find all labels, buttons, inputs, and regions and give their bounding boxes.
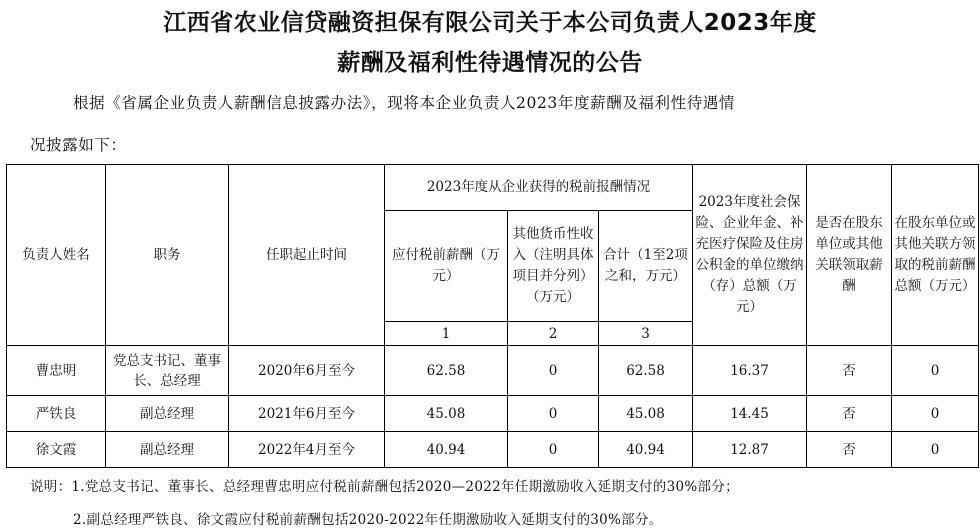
cell-other-income: 0 — [508, 432, 599, 468]
footnote-1: 说明：1.党总支书记、董事长、总经理曹忠明应付税前薪酬包括2020—2022年任期激励收入延期支付的30%部分； — [30, 479, 739, 495]
header-shareholder-paid: 是否在股东单位或其他关联领取薪酬 — [807, 165, 892, 346]
cell-name: 徐文霞 — [7, 432, 106, 468]
cell-total: 62.58 — [599, 346, 693, 396]
cell-term: 2022年4月至今 — [229, 432, 385, 468]
header-total: 合计（1至2项之和，万元） — [599, 211, 693, 322]
table-row — [7, 396, 979, 432]
announcement-title-line1: 江西省农业信贷融资担保有限公司关于本公司负责人2023年度 — [163, 10, 817, 36]
cell-total: 45.08 — [599, 396, 693, 432]
header-position: 职务 — [106, 165, 229, 346]
cell-insurance: 16.37 — [693, 346, 807, 396]
cell-name: 曹忠明 — [7, 346, 106, 396]
header-col-number: 2 — [508, 322, 599, 346]
cell-position: 副总经理 — [106, 432, 229, 468]
intro-paragraph-line2: 况披露如下： — [30, 136, 127, 154]
cell-name: 严铁良 — [7, 396, 106, 432]
cell-position: 副总经理 — [106, 396, 229, 432]
compensation-table — [6, 164, 979, 468]
cell-shareholder-paid: 否 — [807, 432, 892, 468]
header-salary: 应付税前薪酬（万元） — [385, 211, 508, 322]
cell-shareholder-amount: 0 — [892, 432, 979, 468]
header-col-number: 3 — [599, 322, 693, 346]
cell-salary: 45.08 — [385, 396, 508, 432]
header-name: 负责人姓名 — [7, 165, 106, 346]
cell-other-income: 0 — [508, 396, 599, 432]
cell-salary: 62.58 — [385, 346, 508, 396]
cell-salary: 40.94 — [385, 432, 508, 468]
cell-insurance: 14.45 — [693, 396, 807, 432]
cell-insurance: 12.87 — [693, 432, 807, 468]
table-row — [7, 346, 979, 396]
cell-shareholder-amount: 0 — [892, 396, 979, 432]
intro-paragraph-line1: 根据《省属企业负责人薪酬信息披露办法》，现将本企业负责人2023年度薪酬及福利性待遇情 — [73, 94, 735, 112]
footnote-2: 2.副总经理严铁良、徐文霞应付税前薪酬包括2020-2022年任期激励收入延期支付的30%部分。 — [73, 512, 663, 528]
cell-other-income: 0 — [508, 346, 599, 396]
header-other-income: 其他货币性收入（注明具体项目并分列）（万元） — [508, 211, 599, 322]
cell-term: 2021年6月至今 — [229, 396, 385, 432]
cell-total: 40.94 — [599, 432, 693, 468]
cell-term: 2020年6月至今 — [229, 346, 385, 396]
header-shareholder-amount: 在股东单位或其他关联方领取的税前薪酬总额（万元） — [892, 165, 979, 346]
table-row — [7, 432, 979, 468]
cell-shareholder-paid: 否 — [807, 346, 892, 396]
header-term: 任职起止时间 — [229, 165, 385, 346]
cell-shareholder-amount: 0 — [892, 346, 979, 396]
header-insurance: 2023年度社会保险、企业年金、补充医疗保险及住房公积金的单位缴纳（存）总额（万元） — [693, 165, 807, 346]
announcement-title-line2: 薪酬及福利性待遇情况的公告 — [337, 50, 643, 76]
cell-position: 党总支书记、董事长、总经理 — [106, 346, 229, 396]
header-pretax-group: 2023年度从企业获得的税前报酬情况 — [385, 165, 693, 211]
header-col-number: 1 — [385, 322, 508, 346]
cell-shareholder-paid: 否 — [807, 396, 892, 432]
